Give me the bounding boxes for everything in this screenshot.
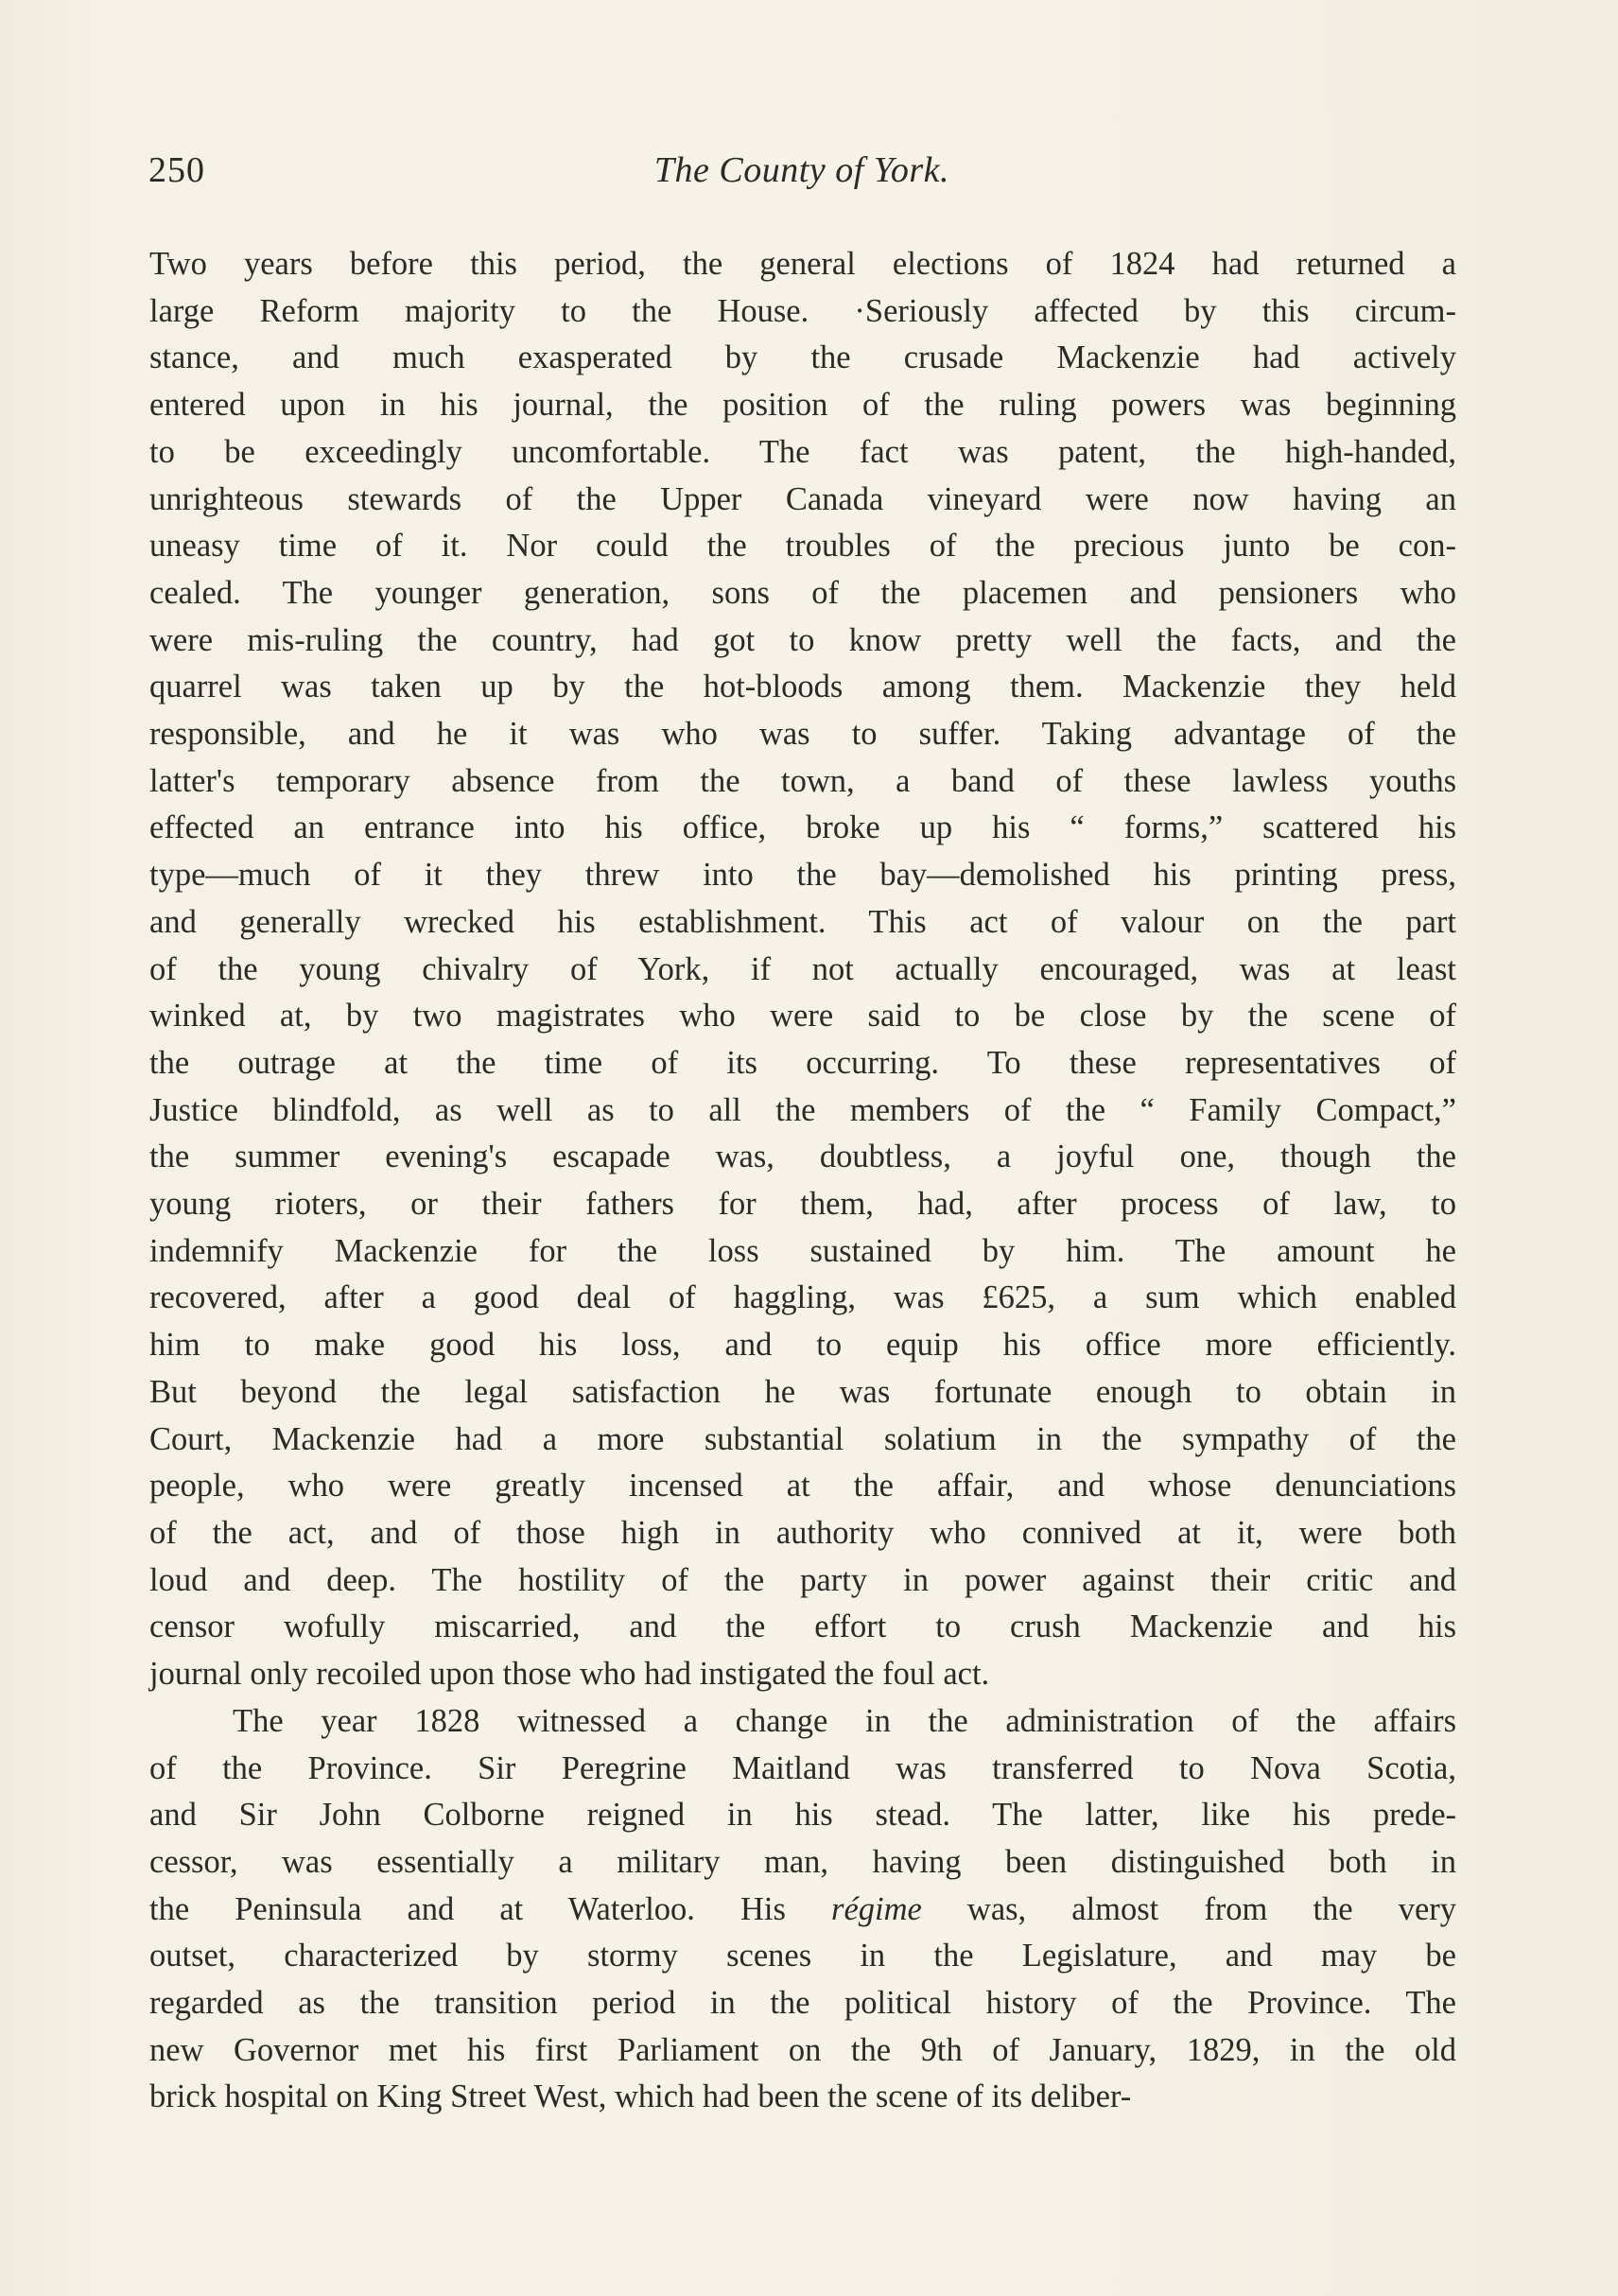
text-line: large Reform majority to the House. ·Seriously affected by this circum- — [149, 292, 1456, 329]
text-line: loud and deep. The hostility of the party in power against their critic and — [149, 1561, 1456, 1598]
page-number: 250 — [148, 150, 205, 190]
text-line: cessor, was essentially a military man, having been distinguished both in — [149, 1843, 1456, 1880]
paragraph-first-line: The year 1828 witnessed a change in the administration of the affairs — [233, 1702, 1456, 1739]
text-line: type—much of it they threw into the bay—demolished his printing press, — [149, 857, 1456, 894]
text-line: outset, characterized by stormy scenes in the Legislature, and may be — [149, 1938, 1456, 1974]
text-line: censor wofully miscarried, and the effort to crush Mackenzie and his — [149, 1609, 1456, 1645]
text-segment: was, almost from the very — [921, 1890, 1456, 1927]
text-line: were mis-ruling the country, had got to know pretty well the facts, and the — [149, 621, 1456, 658]
text-line: and Sir John Colborne reigned in his stead. The latter, like his prede- — [149, 1797, 1456, 1834]
text-line: regarded as the transition period in the political history of the Province. The — [149, 1985, 1456, 2022]
text-line: the summer evening's escapade was, doubtless, a joyful one, though the — [149, 1139, 1456, 1175]
running-head — [148, 149, 1455, 206]
text-line: recovered, after a good deal of haggling, was £625, a sum which enabled — [149, 1279, 1456, 1316]
text-line: him to make good his loss, and to equip his office more efficiently. — [149, 1327, 1456, 1364]
italic-word: régime — [831, 1890, 922, 1927]
text-line: But beyond the legal satisfaction he was fortunate enough to obtain in — [149, 1373, 1456, 1410]
text-line: effected an entrance into his office, broke up his “ forms,” scattered his — [149, 809, 1456, 846]
running-title: The County of York. — [653, 150, 950, 190]
text-line: stance, and much exasperated by the crusade Mackenzie had actively — [149, 339, 1456, 376]
text-line: of the young chivalry of York, if not actually encouraged, was at least — [149, 950, 1456, 987]
text-line: to be exceedingly uncomfortable. The fact was patent, the high-handed, — [149, 433, 1456, 470]
text-line: brick hospital on King Street West, which had been the scene of its deliber- — [149, 2079, 1132, 2115]
text-line: quarrel was taken up by the hot-bloods among them. Mackenzie they held — [149, 669, 1456, 705]
text-line: unrighteous stewards of the Upper Canada vineyard were now having an — [149, 480, 1456, 517]
text-line: Two years before this period, the general elections of 1824 had returned a — [149, 246, 1456, 282]
body-text — [149, 241, 1456, 2121]
text-line: cealed. The younger generation, sons of the placemen and pensioners who — [149, 574, 1456, 611]
text-line: of the act, and of those high in authority who connived at it, were both — [149, 1514, 1456, 1551]
text-line: the outrage at the time of its occurring. To these representatives of — [149, 1044, 1456, 1081]
text-line: new Governor met his first Parliament on the 9th of January, 1829, in the old — [149, 2031, 1456, 2068]
text-line: uneasy time of it. Nor could the troubles of the precious junto be con- — [149, 528, 1456, 565]
text-line: Court, Mackenzie had a more substantial solatium in the sympathy of the — [149, 1420, 1456, 1457]
text-line: entered upon in his journal, the position of the ruling powers was beginning — [149, 387, 1456, 424]
text-line: latter's temporary absence from the town, a band of these lawless youths — [149, 762, 1456, 799]
text-line: indemnify Mackenzie for the loss sustained by him. The amount he — [149, 1232, 1456, 1269]
text-line: of the Province. Sir Peregrine Maitland was transferred to Nova Scotia, — [149, 1749, 1456, 1786]
text-line-with-italic — [149, 1887, 1456, 1934]
text-line: responsible, and he it was who was to suffer. Taking advantage of the — [149, 716, 1456, 753]
text-segment: His — [740, 1890, 832, 1927]
text-line: people, who were greatly incensed at the affair, and whose denunciations — [149, 1468, 1456, 1505]
text-line: winked at, by two magistrates who were said to be close by the scene of — [149, 998, 1456, 1035]
text-line: young rioters, or their fathers for them, had, after process of law, to — [149, 1186, 1456, 1223]
text-line: and generally wrecked his establishment. This act of valour on the part — [149, 903, 1456, 940]
paragraph-last-line: journal only recoiled upon those who had instigated the foul act. — [149, 1656, 990, 1693]
text-line: Justice blindfold, as well as to all the members of the “ Family Compact,” — [149, 1091, 1456, 1128]
text-segment: the Peninsula and at Waterloo. — [149, 1890, 695, 1927]
